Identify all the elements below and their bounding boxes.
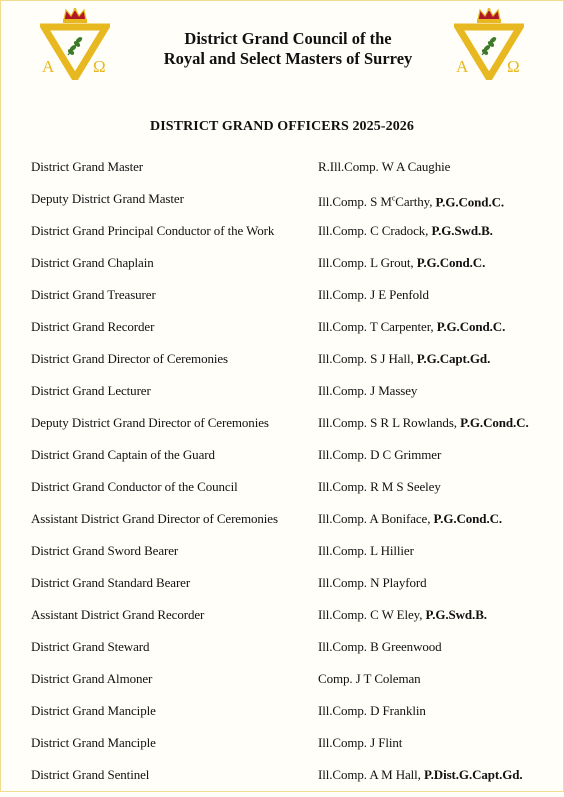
officer-name: Ill.Comp. J Flint (318, 735, 403, 750)
officer-holder (318, 573, 427, 593)
officer-holder (318, 317, 505, 337)
officer-row (0, 509, 564, 541)
officer-name: Ill.Comp. D C Grimmer (318, 447, 442, 462)
officer-row (0, 637, 564, 669)
officer-row (0, 477, 564, 509)
officer-row (0, 541, 564, 573)
officer-holder (318, 189, 504, 212)
officer-rank: P.G.Cond.C. (460, 415, 529, 430)
officer-name: Ill.Comp. C Cradock, (318, 223, 429, 238)
office-title: Assistant District Grand Recorder (31, 607, 205, 622)
office-title: Deputy District Grand Director of Ceremonies (31, 415, 269, 430)
office-title: District Grand Sentinel (31, 767, 150, 782)
officer-name: Ill.Comp. S R L Rowlands, (318, 415, 457, 430)
officer-rank: P.Dist.G.Capt.Gd. (424, 767, 523, 782)
officer-holder (318, 509, 502, 529)
officer-name: Ill.Comp. S J Hall, (318, 351, 414, 366)
officer-row (0, 317, 564, 349)
officer-name: Ill.Comp. A M Hall, (318, 767, 421, 782)
officer-row (0, 445, 564, 477)
officer-rank: P.G.Cond.C. (436, 319, 506, 334)
officer-holder (318, 381, 417, 401)
office-title: District Grand Standard Bearer (31, 575, 191, 590)
office-title: District Grand Treasurer (31, 287, 156, 302)
officer-holder (318, 541, 414, 561)
officer-holder (318, 605, 487, 625)
officer-row (0, 701, 564, 733)
officer-name: Ill.Comp. L Grout, (318, 255, 414, 270)
emblem-omega: Ω (93, 57, 106, 76)
officer-holder (318, 349, 490, 369)
council-title-line1: District Grand Council of the (184, 29, 392, 48)
acacia-sprig-icon (482, 37, 497, 55)
officer-rank: P.G.Swd.B. (431, 223, 493, 238)
office-title: District Grand Steward (31, 639, 150, 654)
officer-name: Ill.Comp. C W Eley, (318, 607, 423, 622)
officer-holder (318, 445, 441, 465)
officer-name: Ill.Comp. D Franklin (318, 703, 426, 718)
officer-holder (318, 477, 441, 497)
officer-name: R.Ill.Comp. W A Caughie (318, 159, 451, 174)
officer-name: Ill.Comp. B Greenwood (318, 639, 442, 654)
officer-name: Ill.Comp. N Playford (318, 575, 427, 590)
officer-row (0, 573, 564, 605)
office-title: District Grand Director of Ceremonies (31, 351, 229, 366)
officer-holder (318, 253, 485, 273)
officer-name: Ill.Comp. R M S Seeley (318, 479, 441, 494)
council-title (120, 29, 456, 69)
officer-row (0, 189, 564, 221)
office-title: District Grand Manciple (31, 703, 156, 718)
officer-holder (318, 221, 493, 241)
emblem-alpha: A (456, 57, 469, 76)
officer-holder (318, 765, 523, 785)
crown-triangle-emblem-icon (40, 8, 110, 80)
officer-row (0, 349, 564, 381)
officer-name: Ill.Comp. S $M^cCarthy$, (318, 194, 433, 210)
crown-triangle-emblem-icon (454, 8, 524, 80)
officer-holder (318, 701, 426, 721)
office-title: District Grand Captain of the Guard (31, 447, 215, 462)
office-title: District Grand Master (31, 159, 143, 174)
officer-holder (318, 669, 421, 689)
officer-holder (318, 637, 442, 657)
officer-row (0, 733, 564, 765)
officer-holder (318, 413, 529, 433)
officer-name: Ill.Comp. L Hillier (318, 543, 414, 558)
office-title: District Grand Recorder (31, 319, 155, 334)
officer-row (0, 765, 564, 797)
officer-name: Ill.Comp. J Massey (318, 383, 418, 398)
officer-rank: P.G.Cond.C. (433, 511, 503, 526)
officer-holder (318, 733, 402, 753)
office-title: District Grand Principal Conductor of the Work (31, 223, 275, 238)
office-title: District Grand Almoner (31, 671, 153, 686)
officer-row (0, 413, 564, 445)
officer-rank: P.G.Cond.C. (416, 255, 486, 270)
officer-name: Ill.Comp. J E Penfold (318, 287, 429, 302)
emblem-right (454, 8, 524, 80)
officers-heading: DISTRICT GRAND OFFICERS 2025-2026 (149, 119, 414, 134)
officer-row (0, 605, 564, 637)
officer-row (0, 381, 564, 413)
officer-row (0, 221, 564, 253)
office-title: Assistant District Grand Director of Ceremonies (31, 511, 278, 526)
crown-icon (63, 8, 87, 23)
officer-rank: P.G.Capt.Gd. (416, 351, 491, 366)
officer-name: Ill.Comp. A Boniface, (318, 511, 431, 526)
council-title-line2: Royal and Select Masters of Surrey (163, 49, 413, 68)
officer-row (0, 285, 564, 317)
officer-name: Comp. J T Coleman (318, 671, 421, 686)
officer-row (0, 157, 564, 189)
emblem-left (40, 8, 110, 80)
officer-name: Ill.Comp. T Carpenter, (318, 319, 434, 334)
emblem-alpha: A (42, 57, 55, 76)
officer-rank: P.G.Swd.B. (425, 607, 487, 622)
office-title: District Grand Sword Bearer (31, 543, 179, 558)
office-title: District Grand Conductor of the Council (31, 479, 238, 494)
emblem-omega: Ω (507, 57, 520, 76)
crown-icon (477, 8, 501, 23)
officer-holder (318, 285, 429, 305)
officer-holder (318, 157, 450, 177)
office-title: Deputy District Grand Master (31, 191, 184, 206)
office-title: District Grand Chaplain (31, 255, 154, 270)
acacia-sprig-icon (68, 37, 83, 55)
office-title: District Grand Lecturer (31, 383, 151, 398)
officer-list (0, 157, 564, 797)
officer-row (0, 669, 564, 701)
officer-row (0, 253, 564, 285)
officer-rank: P.G.Cond.C. (435, 194, 505, 210)
office-title: District Grand Manciple (31, 735, 156, 750)
